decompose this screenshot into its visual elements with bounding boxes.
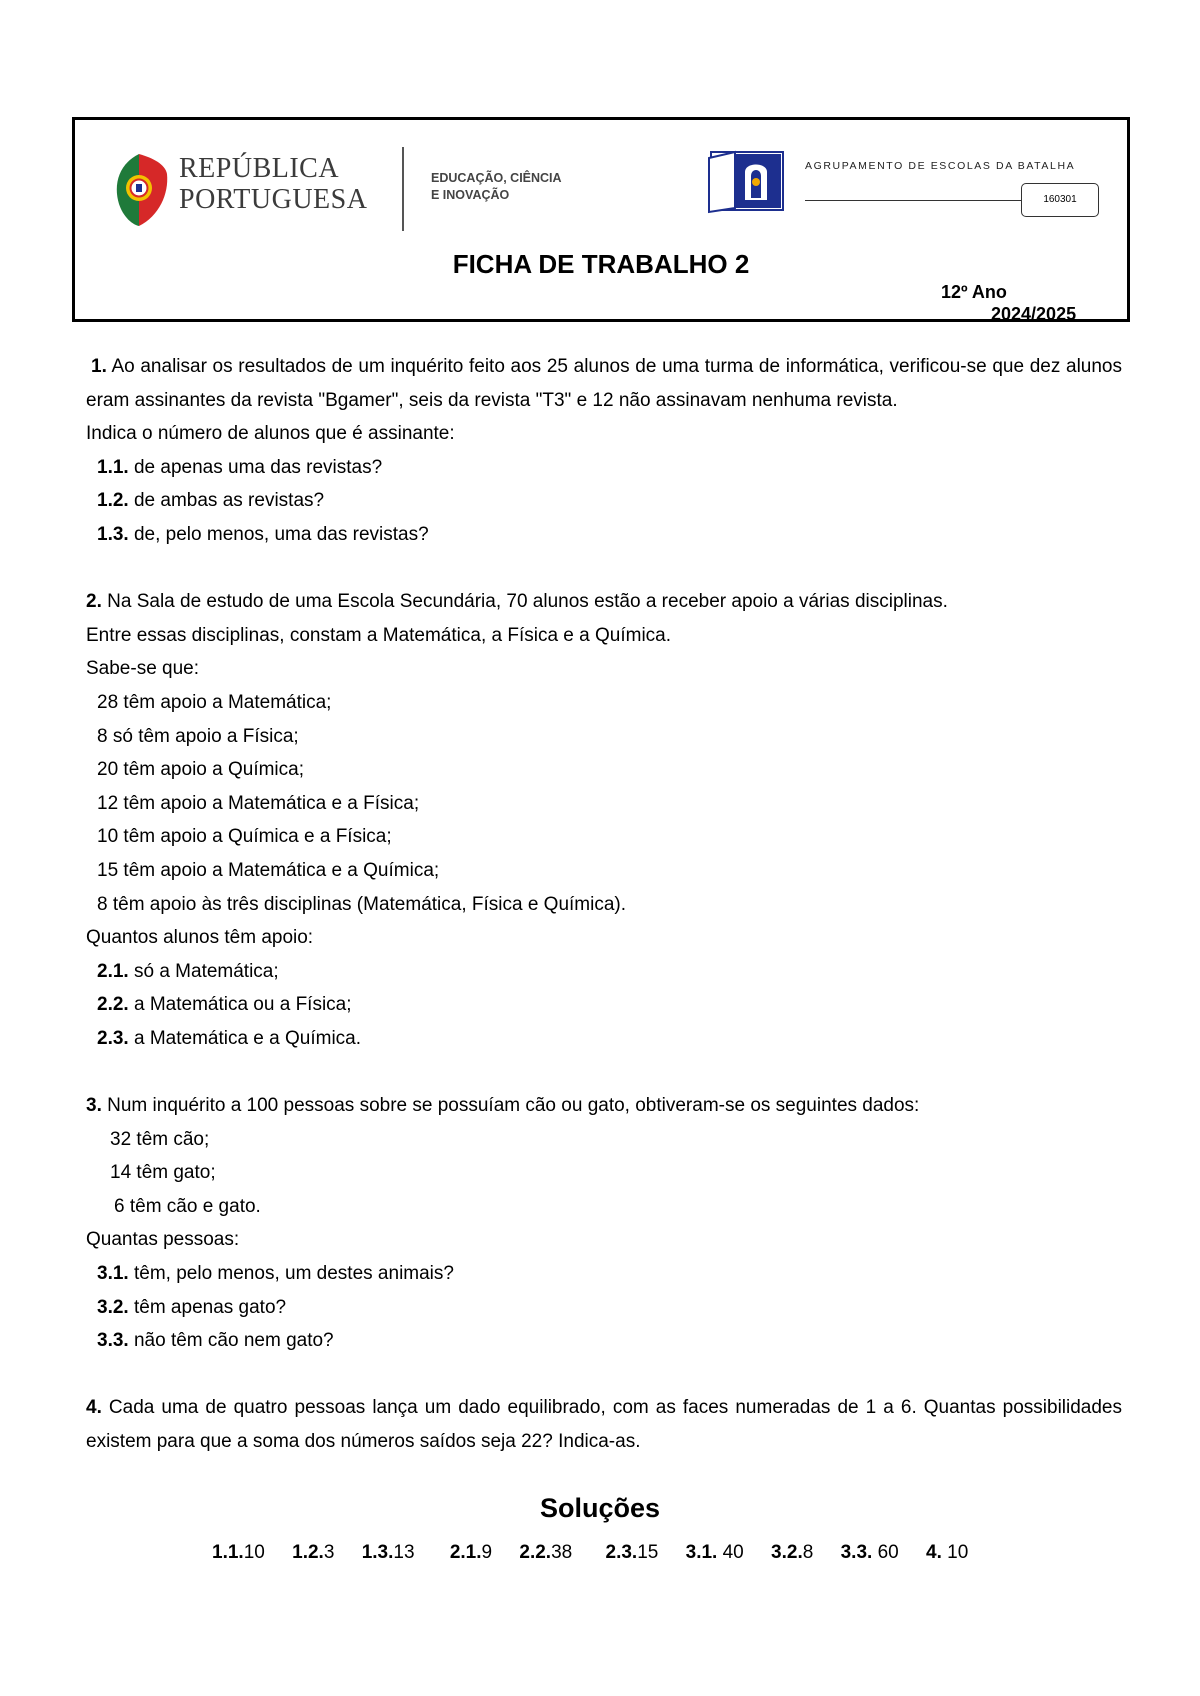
solution-item [450, 1542, 492, 1564]
solution-item [771, 1542, 813, 1564]
solution-item [362, 1542, 415, 1564]
solution-value: 10 [243, 1542, 265, 1563]
solution-value: 38 [551, 1542, 573, 1563]
republic-line2: PORTUGUESA [179, 184, 368, 215]
solution-value: 10 [941, 1542, 969, 1563]
item-number: 3.1. [97, 1263, 129, 1285]
solution-number: 2.1. [449, 1542, 482, 1563]
solution-item [606, 1542, 659, 1564]
question-item [86, 988, 1122, 1022]
solution-value: 15 [637, 1542, 659, 1563]
question-text: Num inquérito a 100 pessoas sobre se possuíam cão ou gato, obtiveram-se os seguintes dados: [101, 1095, 920, 1117]
solution-item [292, 1542, 334, 1564]
item-number: 2.2. [97, 994, 129, 1016]
question-item [86, 1291, 1122, 1325]
question-item [86, 1257, 1122, 1291]
solution-value: 60 [872, 1542, 899, 1563]
document-header [72, 117, 1130, 322]
school-code-box: 160301 [1021, 183, 1099, 217]
item-number: 1.3. [97, 523, 129, 545]
item-number: 2.3. [97, 1027, 129, 1049]
republica-portuguesa-logotype [179, 153, 367, 215]
ministry-label [431, 170, 562, 204]
question-text: Na Sala de estudo de uma Escola Secundária, 70 alunos estão a receber apoio a várias disciplinas. [101, 591, 948, 613]
question-item [86, 1022, 1122, 1056]
solution-value: 8 [802, 1542, 814, 1563]
question-item [86, 955, 1122, 989]
logo-divider [402, 147, 404, 231]
solution-number: 2.2. [519, 1542, 552, 1563]
question-item [86, 484, 1122, 518]
solution-number: 1.3. [361, 1542, 394, 1563]
question-3-prompt: Quantas pessoas: [86, 1229, 240, 1251]
grade-label: 12º Ano [941, 282, 1007, 302]
fact-line: 14 têm gato; [110, 1162, 216, 1184]
solution-value: 3 [323, 1542, 335, 1563]
fact-line: 32 têm cão; [110, 1128, 210, 1150]
solution-value: 9 [481, 1542, 493, 1563]
document-title: FICHA DE TRABALHO 2 [452, 249, 750, 279]
solution-number: 1.1. [212, 1542, 244, 1563]
school-name-underline [805, 200, 1021, 201]
fact-line: 6 têm cão e gato. [114, 1195, 261, 1217]
solutions-title: Soluções [539, 1493, 661, 1523]
solution-item [212, 1542, 265, 1564]
question-text: Ao analisar os resultados de um inquérito feito aos 25 alunos de uma turma de informática, verificou-se que dez alunos eram assinantes da revista "Bgamer", seis da revista "T3" e 12 não assinavam nenhuma revista. [86, 356, 1122, 411]
solution-number: 3.3. [840, 1542, 873, 1563]
ministry-line2: E INOVAÇÃO [431, 188, 510, 202]
item-text: de, pelo menos, uma das revistas? [128, 523, 429, 545]
item-text: a Matemática e a Química. [128, 1027, 362, 1049]
solution-item [686, 1542, 744, 1564]
fact-line: 8 têm apoio às três disciplinas (Matemática, Física e Química). [97, 893, 627, 915]
solutions-row [212, 1542, 990, 1564]
portugal-flag-icon [109, 150, 169, 228]
question-3-intro [86, 1089, 1122, 1123]
fact-line: 10 têm apoio a Química e a Física; [97, 826, 392, 848]
solution-item [926, 1542, 968, 1564]
question-2-prompt: Quantos alunos têm apoio: [86, 927, 314, 949]
item-text: têm, pelo menos, um destes animais? [128, 1263, 454, 1285]
item-text: têm apenas gato? [128, 1296, 287, 1318]
item-number: 2.1. [97, 960, 129, 982]
question-1-prompt: Indica o número de alunos que é assinante: [86, 423, 455, 445]
question-2-intro [86, 585, 1122, 619]
question-1-intro [86, 350, 1122, 417]
item-text: não têm cão nem gato? [128, 1330, 334, 1352]
solution-item [519, 1542, 572, 1564]
item-number: 1.2. [97, 490, 129, 512]
fact-line: 12 têm apoio a Matemática e a Física; [97, 792, 420, 814]
question-item [86, 518, 1122, 552]
question-4 [86, 1391, 1122, 1458]
fact-line: 15 têm apoio a Matemática e a Química; [97, 859, 440, 881]
solution-number: 3.2. [771, 1542, 803, 1563]
solution-value: 13 [393, 1542, 415, 1563]
fact-line: 8 só têm apoio a Física; [97, 725, 299, 747]
question-item [86, 1324, 1122, 1358]
item-text: de apenas uma das revistas? [128, 456, 383, 478]
item-text: a Matemática ou a Física; [128, 994, 352, 1016]
item-text: só a Matemática; [128, 960, 279, 982]
question-number: 4. [86, 1397, 102, 1419]
fact-line: 20 têm apoio a Química; [97, 759, 304, 781]
solution-item [841, 1542, 899, 1564]
item-number: 1.1. [97, 456, 129, 478]
school-name: AGRUPAMENTO DE ESCOLAS DA BATALHA [805, 160, 1076, 172]
question-number: 2. [86, 591, 102, 613]
ministry-line1: EDUCAÇÃO, CIÊNCIA [431, 171, 562, 185]
solution-number: 4. [926, 1542, 942, 1563]
solution-number: 1.2. [292, 1542, 324, 1563]
item-number: 3.3. [97, 1330, 129, 1352]
school-logo-icon [705, 148, 791, 214]
school-year-label: 2024/2025 [991, 304, 1077, 324]
question-number: 1. [91, 356, 107, 377]
item-number: 3.2. [97, 1296, 129, 1318]
solution-number: 2.3. [605, 1542, 638, 1563]
question-2-subjects: Entre essas disciplinas, constam a Matemática, a Física e a Química. [86, 624, 672, 646]
item-text: de ambas as revistas? [128, 490, 325, 512]
fact-line: 28 têm apoio a Matemática; [97, 691, 332, 713]
question-number: 3. [86, 1095, 102, 1117]
republic-line1: REPÚBLICA [179, 153, 340, 184]
question-item [86, 451, 1122, 485]
worksheet-content [86, 350, 1122, 1459]
solution-value: 40 [717, 1542, 744, 1563]
question-text: Cada uma de quatro pessoas lança um dado equilibrado, com as faces numeradas de 1 a 6. Quantas possibilidades existem para que a soma dos números saídos seja 22? Indica-as. [86, 1397, 1122, 1452]
question-2-known: Sabe-se que: [86, 658, 200, 680]
solution-number: 3.1. [685, 1542, 718, 1563]
